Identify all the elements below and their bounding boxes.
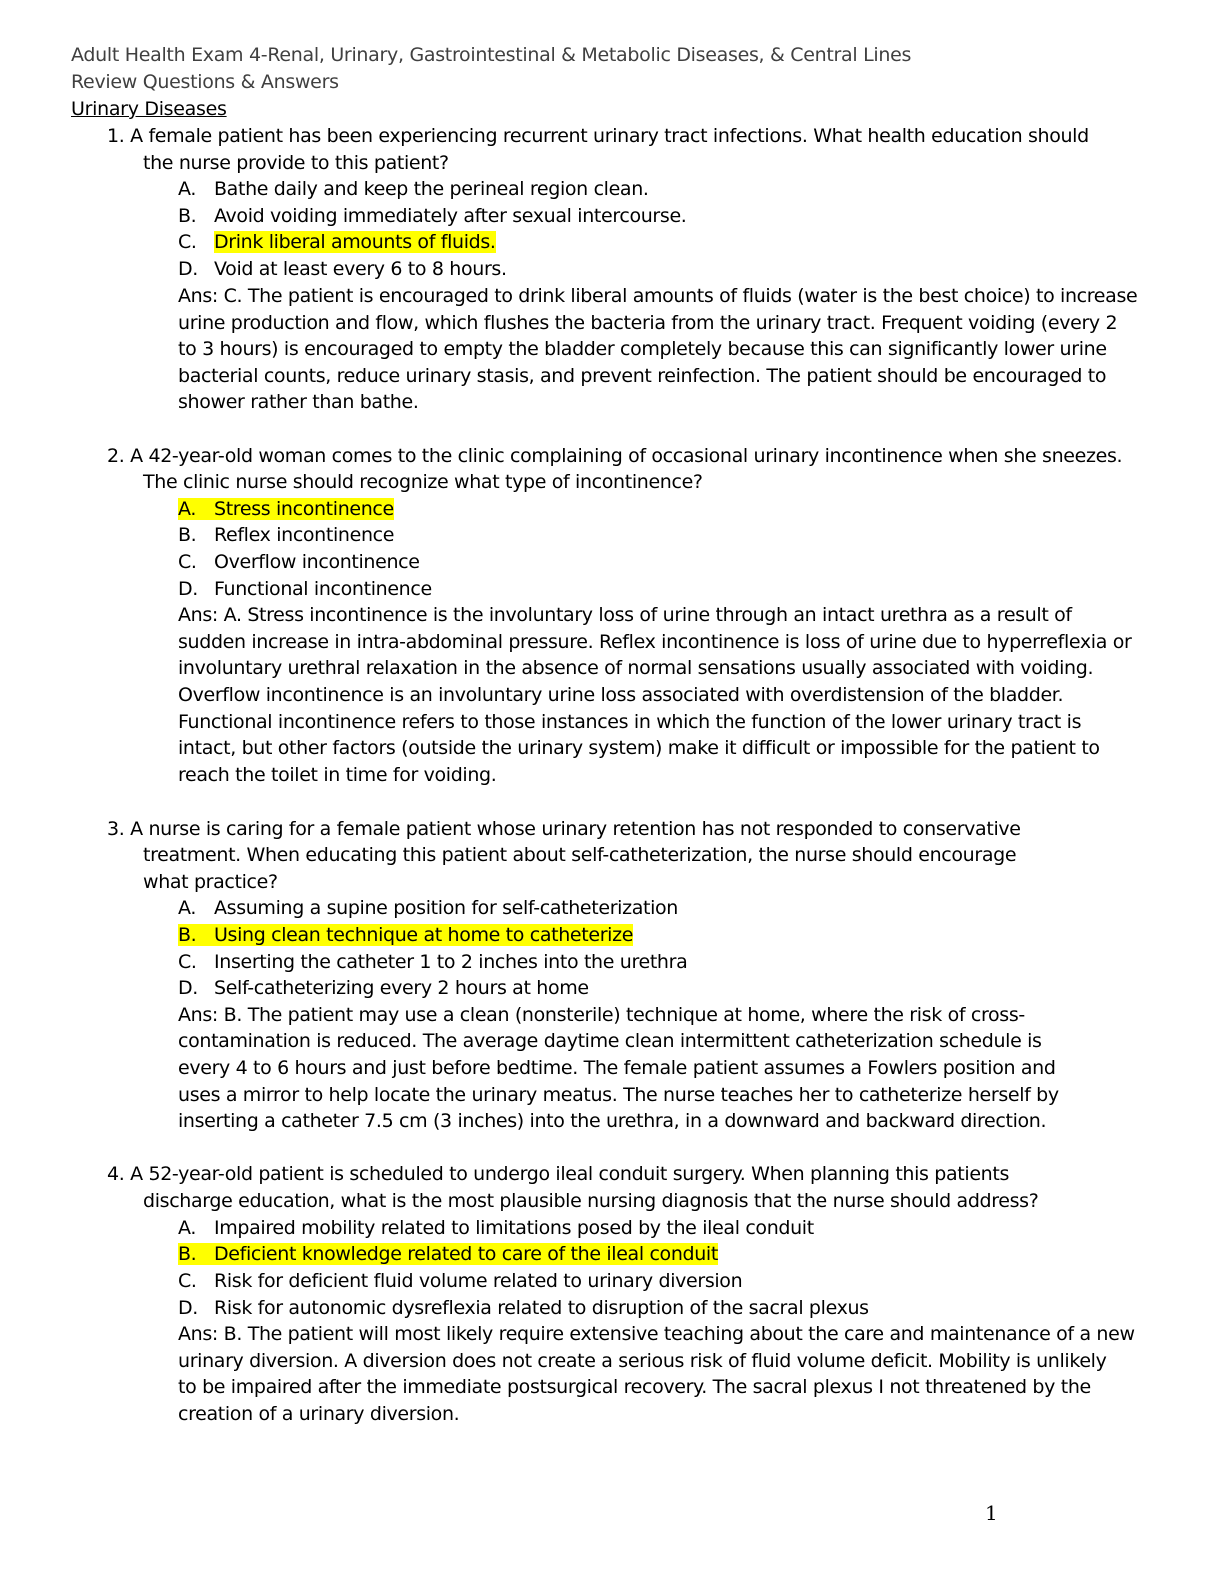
document-title: Adult Health Exam 4-Renal, Urinary, Gastrointestinal & Metabolic Diseases, & Central Lines [71, 44, 912, 66]
question-stem-line: 4. A 52-year-old patient is scheduled to undergo ileal conduit surgery. When planning this patients [107, 1163, 1010, 1185]
option-text-highlighted: Drink liberal amounts of fluids. [214, 231, 496, 253]
answer-option [178, 976, 589, 1000]
answer-rationale-line: shower rather than bathe. [178, 391, 419, 413]
answer-rationale-line: Ans: B. The patient may use a clean (nonsterile) technique at home, where the risk of cross- [178, 1004, 1025, 1026]
option-letter: C. [178, 951, 197, 973]
answer-option-correct [178, 497, 394, 521]
option-text: Self-catheterizing every 2 hours at home [214, 977, 589, 999]
option-letter: A. [178, 1217, 197, 1239]
answer-rationale-line: urinary diversion. A diversion does not create a serious risk of fluid volume deficit. Mobility is unlikely [178, 1350, 1107, 1372]
answer-rationale-line: to 3 hours) is encouraged to empty the bladder completely because this can significantly lower urine [178, 338, 1107, 360]
answer-option [178, 523, 394, 547]
option-text: Risk for autonomic dysreflexia related to disruption of the sacral plexus [214, 1297, 869, 1319]
answer-rationale-line: Ans: B. The patient will most likely require extensive teaching about the care and maintenance of a new [178, 1323, 1135, 1345]
option-text: Inserting the catheter 1 to 2 inches into the urethra [214, 951, 688, 973]
option-text: Impaired mobility related to limitations posed by the ileal conduit [214, 1217, 814, 1239]
option-letter: C. [178, 551, 197, 573]
answer-option [178, 577, 432, 601]
answer-rationale-line: Ans: A. Stress incontinence is the involuntary loss of urine through an intact urethra as a result of [178, 604, 1072, 626]
answer-rationale-line: inserting a catheter 7.5 cm (3 inches) into the urethra, in a downward and backward direction. [178, 1110, 1047, 1132]
option-text: Assuming a supine position for self-catheterization [214, 897, 678, 919]
document-subtitle: Review Questions & Answers [71, 71, 339, 93]
answer-option [178, 1269, 742, 1293]
question-stem-line: 1. A female patient has been experiencing recurrent urinary tract infections. What health education should [107, 125, 1089, 147]
option-text: Functional incontinence [214, 578, 432, 600]
option-letter: A. [178, 897, 197, 919]
option-letter: C. [178, 231, 197, 253]
answer-rationale-line: Ans: C. The patient is encouraged to drink liberal amounts of fluids (water is the best choice) to increase [178, 285, 1138, 307]
option-letter: D. [178, 258, 198, 280]
answer-option [178, 1216, 814, 1240]
answer-rationale-line: every 4 to 6 hours and just before bedtime. The female patient assumes a Fowlers position and [178, 1057, 1056, 1079]
option-text-highlighted [178, 1243, 718, 1265]
answer-rationale-line: Functional incontinence refers to those instances in which the function of the lower urinary tract is [178, 711, 1082, 733]
answer-rationale-line: creation of a urinary diversion. [178, 1403, 460, 1425]
answer-rationale-line: bacterial counts, reduce urinary stasis, and prevent reinfection. The patient should be encouraged to [178, 365, 1107, 387]
option-text: Overflow incontinence [214, 551, 420, 573]
answer-rationale-line: contamination is reduced. The average daytime clean intermittent catheterization schedule is [178, 1030, 1042, 1052]
option-text: Void at least every 6 to 8 hours. [214, 258, 507, 280]
option-text-highlighted [178, 498, 394, 520]
answer-option [178, 950, 687, 974]
answer-rationale-line: sudden increase in intra-abdominal pressure. Reflex incontinence is loss of urine due to hyperreflexia or [178, 631, 1132, 653]
option-letter: B. [178, 524, 197, 546]
option-text: Risk for deficient fluid volume related to urinary diversion [214, 1270, 743, 1292]
option-text: Bathe daily and keep the perineal region clean. [214, 178, 649, 200]
answer-option [178, 204, 686, 228]
option-letter: C. [178, 1270, 197, 1292]
option-text: Using clean technique at home to catheterize [214, 924, 634, 946]
option-text: Reflex incontinence [214, 524, 395, 546]
answer-option-correct [178, 230, 496, 254]
option-letter: D. [178, 977, 198, 999]
option-letter: D. [178, 578, 198, 600]
option-letter: A. [178, 178, 197, 200]
answer-option [178, 1296, 869, 1320]
section-heading: Urinary Diseases [71, 98, 227, 120]
answer-option-correct [178, 923, 633, 947]
option-letter: B. [178, 205, 197, 227]
answer-option [178, 896, 678, 920]
question-stem-line: treatment. When educating this patient about self-catheterization, the nurse should encourage [143, 844, 1017, 866]
option-letter: A. [178, 498, 197, 520]
answer-option [178, 257, 507, 281]
answer-rationale-line: involuntary urethral relaxation in the absence of normal sensations usually associated with voiding. [178, 657, 1094, 679]
question-stem-line: 3. A nurse is caring for a female patient whose urinary retention has not responded to conservative [107, 818, 1021, 840]
option-text-highlighted [178, 924, 633, 946]
answer-option [178, 177, 649, 201]
answer-option-correct [178, 1242, 718, 1266]
answer-rationale-line: to be impaired after the immediate postsurgical recovery. The sacral plexus I not threatened by the [178, 1376, 1091, 1398]
question-stem-line: the nurse provide to this patient? [143, 152, 449, 174]
answer-rationale-line: Overflow incontinence is an involuntary urine loss associated with overdistension of the bladder. [178, 684, 1064, 706]
page-number: 1 [985, 1501, 998, 1525]
question-stem-line: 2. A 42-year-old woman comes to the clinic complaining of occasional urinary incontinence when she sneezes. [107, 445, 1123, 467]
answer-rationale-line: urine production and flow, which flushes the bacteria from the urinary tract. Frequent voiding (every 2 [178, 312, 1118, 334]
option-text: Stress incontinence [214, 498, 394, 520]
question-stem-line: discharge education, what is the most plausible nursing diagnosis that the nurse should address? [143, 1190, 1039, 1212]
answer-rationale-line: reach the toilet in time for voiding. [178, 764, 497, 786]
option-letter: B. [178, 1243, 197, 1265]
option-letter: D. [178, 1297, 198, 1319]
answer-option [178, 550, 420, 574]
answer-rationale-line: intact, but other factors (outside the urinary system) make it difficult or impossible for the patient to [178, 737, 1100, 759]
answer-rationale-line: uses a mirror to help locate the urinary meatus. The nurse teaches her to catheterize herself by [178, 1084, 1059, 1106]
option-letter: B. [178, 924, 197, 946]
option-text: Avoid voiding immediately after sexual intercourse. [214, 205, 687, 227]
question-stem-line: what practice? [143, 871, 278, 893]
option-text: Deficient knowledge related to care of the ileal conduit [214, 1243, 718, 1265]
question-stem-line: The clinic nurse should recognize what type of incontinence? [143, 471, 703, 493]
